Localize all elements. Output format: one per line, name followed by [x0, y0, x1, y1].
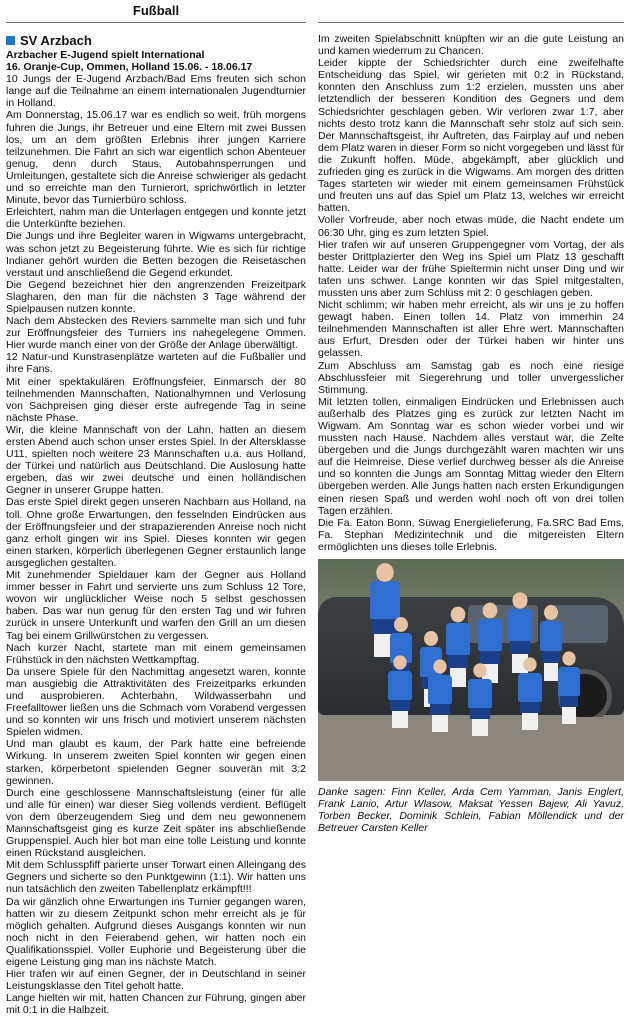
- club-name: SV Arzbach: [20, 33, 92, 48]
- article-paragraph: Mit letzten tollen, einmaligen Eindrücken und Erlebnissen auch außerhalb des Platzes ging es zurück zur letzten Nacht im Wigwam. Am Sonntag war es schon wieder vorbei und wir mussten nach Hause. Nachdem alles verstaut war, die Zelte übergeben und die Jungs durchgezählt waren machten wir uns auf die Heimreise. Diese verlief durchweg besser als die Anreise und so konnten die Jungs am Sonntag Mittag wieder den Eltern übergeben werden. Alle Jungs hatten nach ersten Erkundigungen einen riesen Spaß und werden wohl noch oft von drei tollen Tagen erzählen.: [318, 395, 624, 517]
- article-paragraph: Im zweiten Spielabschnitt knüpften wir an die gute Leistung an und kamen wiederrum zu Chancen.: [318, 33, 624, 58]
- article-body-right: [318, 33, 624, 553]
- article-paragraph: Lange hielten wir mit, hatten Chancen zur Führung, gingen aber mit 0:1 in die Halbzeit.: [6, 992, 306, 1017]
- article-paragraph: Leider kippte der Schiedsrichter durch eine zweifelhafte Entscheidung das Spiel, wir gerieten mit 0:2 in Rückstand, konnten den Anschluss zum 1:2 erzielen, mussten uns aber letztendlich der besseren Kondition des Gegners und dem Schiedsrichter geschlagen geben. Wir verloren zwar 1:7, aber nichts desto trotz kann die Mannschaft sehr stolz auf sich sein. Der Mannschaftsgeist, ihr Auftreten, das Fairplay auf und neben dem Platz waren in dieser Form so nicht vorgegeben und lässt für die Zukunft hoffen. Müde, abgekämpft, aber glücklich und zufrieden ging es zurück in die Wigwams. Am morgen des dritten Tages starteten wir wieder mit einem gemeinsamen Frühstück und freuten uns auf das Spiel um Platz 13, welches wir erreicht hatten.: [318, 57, 624, 215]
- player-figure: [518, 657, 542, 730]
- article-paragraph: Nach dem Abstecken des Reviers sammelte man sich und fuhr zur Eröffnungsfeier des Turniers ins nahegelegene Ommen. Hier wurde manch einer von der Größe der Anlage überwältigt.: [6, 315, 306, 352]
- article-left-column: [6, 33, 306, 1017]
- article-paragraph: Erleichtert, nahm man die Unterlagen entgegen und konnte jetzt die Unterkünfte beziehen.: [6, 206, 306, 231]
- article-paragraph: Hier trafen wir auf unseren Gruppengegner vom Vortag, der als bester Drittplazierter den Weg ins Spiel um Platz 13 geschafft hatte. Leider war der frühe Spieltermin nicht unser Ding und wir taten uns schwer. Lange konnten wir das Spiel mitgestalten, mussten uns aber zum Schluss mit 2: 0 geschlagen geben.: [318, 238, 624, 299]
- article-paragraph: Am Donnerstag, 15.06.17 war es endlich so weit, früh morgens fuhren die Jungs, ihr Betreuer und eine Eltern mit zwei Bussen los, um an dem größten Erlebnis ihrer jungen Karriere teilzunehmen. Die Fahrt an sich war eigentlich schon Abenteuer genug, denn durch Staus, Autobahnsperrungen und Umleitungen, gestaltete sich die Anreise schwieriger als gedacht und so erreichte man den Turnierort, sprichwörtlich in letzter Minute, bevor das Turnierbüro schloss.: [6, 109, 306, 207]
- article-paragraph: Mit zunehmender Spieldauer kam der Gegner aus Holland immer besser in Fahrt und servierte uns zum Schluss 12 Tore, wovon wir unglücklicher Weise noch 5 selbst geschossen haben. Das war nun genug für den ersten Tag und wir fuhren zurück in unsere Unterkunft und warfen den Grill an um diesen Tag bei einem Grillwürstchen zu vergessen.: [6, 569, 306, 642]
- article-paragraph: Mit dem Schlusspfiff parierte unser Torwart einen Alleingang des Gegners und sicherte so den Punktgewinn (1:1). Wir hatten uns nun tatsächlich den zweiten Tabellenplatz erkämpft!!!: [6, 859, 306, 896]
- article-right-column: [318, 33, 624, 834]
- club-heading: [6, 33, 306, 48]
- article-paragraph: Da wir gänzlich ohne Erwartungen ins Turnier gegangen waren, hatten wir zu diesem Zeitpunkt schon mehr erreicht als je für möglich gehalten. Aufgrund dieses Ausgangs konnten wir nun noch nicht in den Feierabend gehen, wir hatten noch ein Qualifikationsspiel. Voller Euphorie und Begeisterung über die eigene Leistung ging man ins nächste Match.: [6, 895, 306, 969]
- article-paragraph: Die Fa. Eaton Bonn, Süwag Energielieferung, Fa.SRC Bad Ems, Fa. Stephan Medizintechnik und die mitgereisten Eltern ermöglichten uns dieses tolle Erlebnis.: [318, 516, 624, 553]
- article-paragraph: Und man glaubt es kaum, der Park hatte eine befreiende Wirkung. In unserem zweiten Spiel konnten wir gegen einen starken, körperbetont spielenden Gegner souverän mit 3:2 gewinnen.: [6, 738, 306, 787]
- player-figure: [468, 663, 492, 736]
- article-paragraph: Da unsere Spiele für den Nachmittag angesetzt waren, konnte man ausgiebig die Attraktivitäten des Freizeitparks erkunden und ausprobieren. Achterbahn, Wildwasserbahn und Freefalltower ließen uns die Schmach vom Vorabend vergessen und so konnten wir uns frisch und motiviert unserem nächsten Spielen widmen.: [6, 665, 306, 739]
- article-dateline: 16. Oranje-Cup, Ommen, Holland 15.06. - 18.06.17: [6, 61, 253, 74]
- photo-caption: Danke sagen: Finn Keller, Arda Cem Yamman, Janis Englert, Frank Lanio, Artur Wlasow, Maksat Yessen Bajew, Ali Yavuz, Torben Becker, Dominik Schlein, Fabian Möllendick und der Betreuer Carsten Keller: [318, 786, 624, 835]
- page-header-right: [318, 0, 624, 23]
- article-paragraph: Durch eine geschlossene Mannschaftsleistung (einer für alle und alle für einen) war dieser Sieg vollends verdient. Beflügelt von dem überzeugendem Sieg und dem neu gewonnenem Mannschaftsgeist ging es kurze Zeit später ins abschließende Gruppenspiel. Auch hier bot man eine tolle Leistung und konnte einen Rückstand ausgleichen.: [6, 786, 306, 860]
- article-body-left: [6, 73, 306, 1016]
- article-paragraph: Hier trafen wir auf einen Gegner, der in Deutschland in seiner Leistungsklasse den Titel geholt hatte.: [6, 968, 306, 993]
- article-paragraph: Die Jungs und ihre Begleiter waren in Wigwams untergebracht, was schon jetzt zu Begeisterung führte. Wie es sich für richtige Indianer gehört wurden die Betten bezogen die Reisetaschen verstaut und anschließend die Gegend erkundet.: [6, 230, 306, 279]
- article-paragraph: Die Gegend bezeichnet hier den angrenzenden Freizeitpark Slagharen, den man für die nächsten 3 Tage während der Spielpausen nutzen konnte.: [6, 278, 306, 315]
- article-paragraph: Nicht schlimm; wir haben mehr erreicht, als wir uns je zu hoffen gewagt haben. Einen tollen 14. Platz von immerhin 24 teilnehmenden Mannschaften ist aller Ehre wert. Mannschaften aus Erfurt, Dresden oder der Türkei haben wir hinter uns gelassen.: [318, 299, 624, 360]
- team-photo: [318, 559, 624, 781]
- player-figure: [428, 659, 452, 732]
- player-figure: [388, 655, 412, 728]
- article-paragraph: Zum Abschluss am Samstag gab es noch eine riesige Abschlussfeier mit Siegerehrung und toller unvergesslicher Stimmung.: [318, 359, 624, 396]
- player-figure: [558, 651, 580, 724]
- article-paragraph: 12 Natur-und Kunstrasenplätze warteten auf die Fußballer und ihre Fans.: [6, 351, 306, 376]
- article-paragraph: Nach kurzer Nacht, startete man mit einem gemeinsamen Frühstück in den nächsten Wettkampftag.: [6, 641, 306, 666]
- article-paragraph: Voller Vorfreude, aber noch etwas müde, die Nacht endete um 06:30 Uhr, ging es zum letzten Spiel.: [318, 214, 624, 239]
- section-title: Fußball: [132, 3, 180, 18]
- article-paragraph: 10 Jungs der E-Jugend Arzbach/Bad Ems freuten sich schon lange auf die Teilnahme an einem internationalen Jugendturnier in Holland.: [6, 73, 306, 110]
- article-paragraph: Mit einer spektakulären Eröffnungsfeier, Einmarsch der 80 teilnehmenden Mannschaften, Nationalhymnen und Verlosung von Sachpreisen ging dieser erste aufregende Tag in seine nächste Phase.: [6, 375, 306, 424]
- article-subtitle: Arzbacher E-Jugend spielt International: [6, 49, 205, 61]
- article-paragraph: Wir, die kleine Mannschaft von der Lahn, hatten an diesem ersten Abend auch schon unser erstes Spiel. In der Altersklasse U11, spielten noch weitere 23 Mannschaften u.a. aus Holland, der Türkei und natürlich aus Deutschland. Die Auslosung hatte ergeben, das wir zwei deutsche und einen holländischen Gegner in unserer Gruppe hatten.: [6, 423, 306, 497]
- page-header: [6, 0, 306, 23]
- square-bullet-icon: [6, 36, 15, 45]
- article-paragraph: Das erste Spiel direkt gegen unseren Nachbarn aus Holland, na toll. Ohne große Erwartungen, den fesselnden Eindrücken aus der Eröffnungsfeier und der strapazierenden Anreise noch nicht ganz erholt gingen wir ins Spiel. Dieses konnten wir gegen einen starken, körperlich überlegenen Gegner erstaunlich lange ausgeglichen gestalten.: [6, 496, 306, 569]
